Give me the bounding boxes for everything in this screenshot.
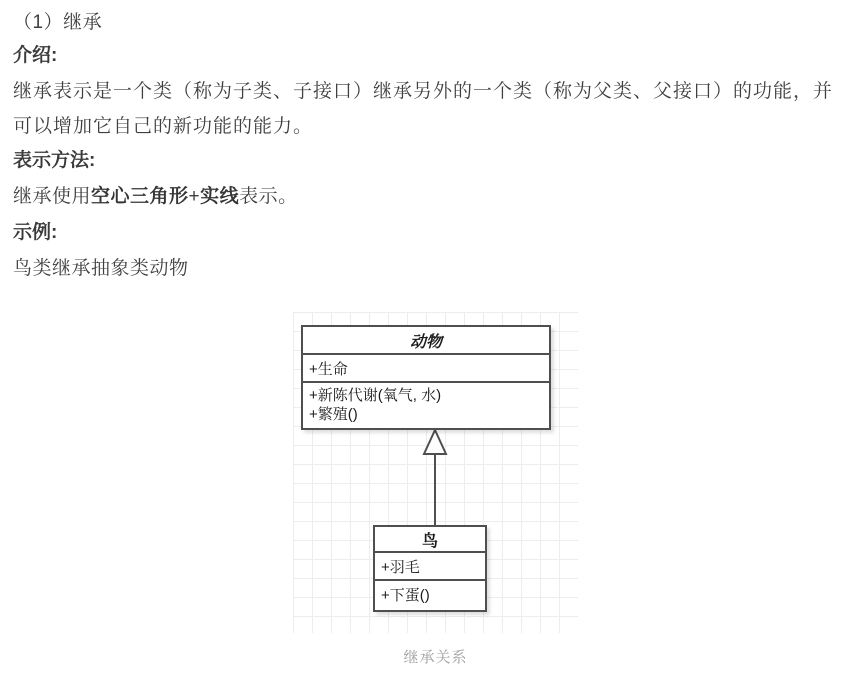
rep-text-bold-triangle: 空心三角形 xyxy=(91,186,189,207)
parent-class-methods xyxy=(303,383,549,424)
representation-label: 表示方法: xyxy=(13,150,96,171)
child-class-name: 鸟 xyxy=(375,527,485,553)
rep-text-bold-line: 实线 xyxy=(200,186,240,207)
parent-class-box xyxy=(301,325,551,430)
parent-class-attribute: +生命 xyxy=(303,355,549,383)
child-class-attribute: +羽毛 xyxy=(375,553,485,581)
rep-text-tail: 表示。 xyxy=(239,186,298,207)
child-class-box xyxy=(373,525,487,612)
intro-label: 介绍: xyxy=(13,45,58,66)
example-paragraph: 鸟类继承抽象类动物 xyxy=(13,258,189,279)
diagram-caption: 继承关系 xyxy=(403,649,468,666)
representation-paragraph xyxy=(13,182,848,212)
parent-class-method: +繁殖() xyxy=(309,406,358,423)
parent-class-name: 动物 xyxy=(303,327,549,355)
intro-paragraph: 继承表示是一个类（称为子类、子接口）继承另外的一个类（称为父类、父接口）的功能，并可以增加它自己的新功能的能力。 xyxy=(13,81,834,137)
rep-text-plus: + xyxy=(188,186,201,207)
example-label: 示例: xyxy=(13,222,58,243)
hollow-triangle-icon xyxy=(424,430,446,454)
uml-diagram-image xyxy=(293,312,578,633)
parent-class-method: +新陈代谢(氧气, 水) xyxy=(309,387,442,404)
rep-text-plain: 继承使用 xyxy=(13,186,92,207)
child-class-method: +下蛋() xyxy=(381,587,430,604)
section-heading: （1）继承 xyxy=(13,12,103,33)
